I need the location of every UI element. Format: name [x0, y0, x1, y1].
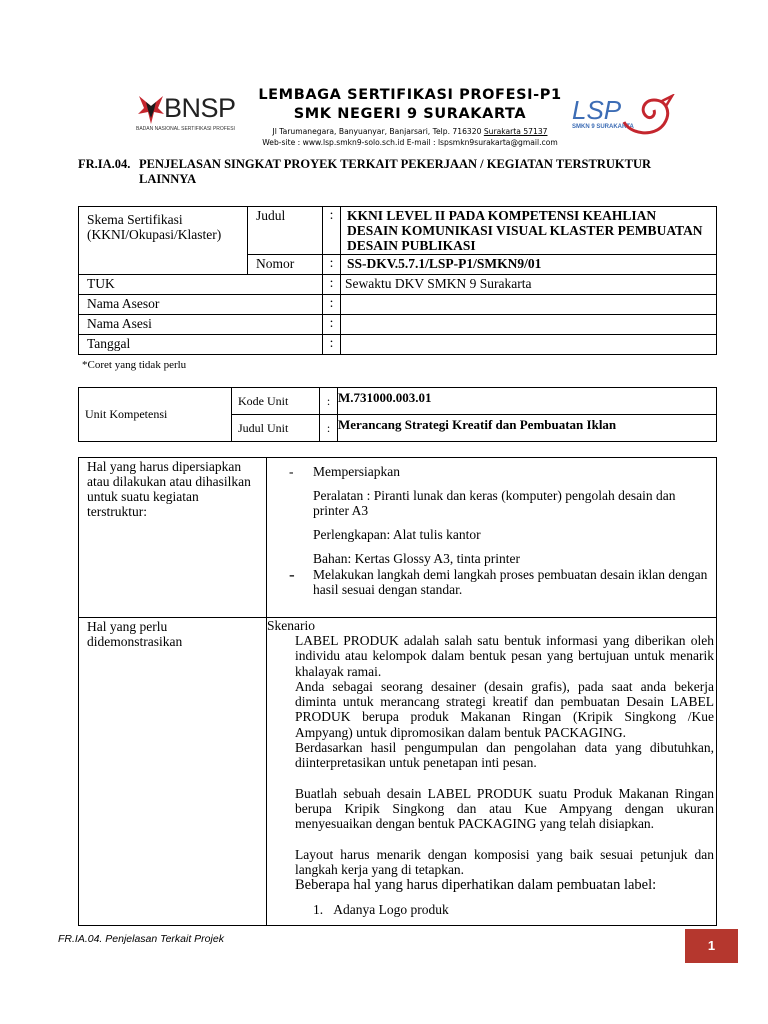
skema-label: Skema Sertifikasi (KKNI/Okupasi/Klaster) — [79, 207, 248, 275]
judul-label: Judul — [248, 207, 323, 255]
colon: : — [323, 207, 341, 255]
judul-unit-label: Judul Unit — [232, 415, 320, 442]
colon: : — [320, 388, 338, 415]
tuk-value: Sewaktu DKV SMKN 9 Surakarta — [341, 275, 717, 295]
perlengkapan-text: Perlengkapan: Alat tulis kantor — [313, 527, 481, 542]
unit-table — [78, 387, 717, 442]
lsp-logo-subtext: SMKN 9 SURAKARTA — [572, 124, 634, 130]
bnsp-logo — [136, 92, 236, 136]
asesor-value[interactable] — [341, 295, 717, 315]
form-code: FR.IA.04. — [78, 157, 131, 171]
asesor-label: Nama Asesor — [79, 295, 323, 315]
table-row — [79, 335, 717, 355]
list-number: 1. — [313, 902, 324, 918]
bnsp-logo-text: BNSP — [164, 93, 236, 123]
step-text: Melakukan langkah demi langkah proses pembuatan desain iklan dengan hasil sesuai dengan standar. — [313, 567, 708, 597]
colon: : — [320, 415, 338, 442]
lsp-logo-text: LSP — [572, 95, 622, 125]
asesi-value[interactable] — [341, 315, 717, 335]
dash-bullet: - — [289, 464, 294, 479]
lsp-swirl-icon — [620, 94, 676, 140]
colon: : — [323, 275, 341, 295]
judul-value: KKNI LEVEL II PADA KOMPETENSI KEAHLIAN DESAIN KOMUNIKASI VISUAL KLASTER PEMBUATAN DESAIN PUBLIKASI — [341, 207, 717, 255]
footer-text: FR.IA.04. Penjelasan Terkait Projek — [58, 933, 224, 945]
scenario-label: Skenario — [267, 618, 315, 633]
peralatan-text: Peralatan : Piranti lunak dan keras (komputer) pengolah desain dan printer A3 — [313, 488, 676, 518]
activity-table — [78, 457, 717, 926]
prepare-content — [267, 458, 717, 618]
address-city: Surakarta 57137 — [483, 127, 548, 136]
list-text: Adanya Logo produk — [333, 902, 449, 918]
letterhead-school: SMK NEGERI 9 SURAKARTA — [293, 106, 527, 122]
demonstrate-label: Hal yang perlu didemonstrasikan — [79, 618, 267, 926]
bnsp-logo-subtext: BADAN NASIONAL SERTIFIKASI PROFESI — [136, 126, 235, 132]
kode-label: Kode Unit — [232, 388, 320, 415]
bnsp-garuda-icon — [136, 92, 166, 126]
scenario-paragraph-5: Layout harus menarik dengan komposisi yang baik sesuai petunjuk dan langkah kerja yang di tetapkan. — [295, 846, 714, 877]
colon: : — [323, 295, 341, 315]
scenario-paragraph-4: Buatlah sebuah desain LABEL PRODUK suatu Produk Makanan Ringan berupa Kripik Singkong dan atau Kue Ampyang dengan ukuran menyesuaikan dengan bentuk PACKAGING yang telah disiapkan. — [295, 785, 714, 832]
address-text: Jl Tarumanegara, Banyuanyar, Banjarsari, Telp. 716320 — [272, 127, 484, 136]
table-row — [79, 388, 717, 415]
nomor-label: Nomor — [248, 255, 323, 275]
scenario-subheading: Beberapa hal yang harus diperhatikan dalam pembuatan label: — [295, 877, 657, 894]
strike-note: *Coret yang tidak perlu — [82, 359, 187, 371]
scheme-table — [78, 206, 717, 355]
letterhead — [250, 86, 570, 148]
colon: : — [323, 255, 341, 275]
dash-bullet: - — [289, 565, 295, 584]
table-row — [79, 207, 717, 255]
form-title: PENJELASAN SINGKAT PROYEK TERKAIT PEKERJAAN / KEGIATAN TERSTRUKTUR LAINNYA — [139, 157, 652, 186]
table-row — [79, 295, 717, 315]
prepare-label: Hal yang harus dipersiapkan atau dilakukan atau dihasilkan untuk suatu kegiatan terstruktur: — [79, 458, 267, 618]
list-item — [267, 902, 716, 917]
scenario-paragraph-3: Berdasarkan hasil pengumpulan dan pengolahan data yang dibutuhkan, diinterpretasikan untuk penetapan inti pesan. — [295, 740, 714, 771]
tanggal-label: Tanggal — [79, 335, 323, 355]
unit-label: Unit Kompetensi — [79, 388, 232, 442]
colon: : — [323, 315, 341, 335]
nomor-value: SS-DKV.5.7.1/LSP-P1/SMKN9/01 — [341, 255, 717, 275]
table-row — [79, 315, 717, 335]
table-row — [79, 618, 717, 926]
table-row — [79, 458, 717, 618]
list-item — [289, 567, 708, 597]
letterhead-address — [250, 126, 570, 137]
letterhead-website: Web-site : www.lsp.smkn9-solo.sch.id E-mail : lspsmkn9surakarta@gmail.com — [262, 138, 558, 147]
judul-unit-value: Merancang Strategi Kreatif dan Pembuatan Iklan — [338, 415, 717, 442]
scenario-paragraph-1: LABEL PRODUK adalah salah satu bentuk informasi yang diberikan oleh individu atau kelompok dalam bentuk pesan yang bertujuan untuk menarik khalayak ramai. — [295, 633, 714, 679]
list-item — [289, 464, 708, 479]
prepare-heading: Mempersiapkan — [313, 464, 400, 479]
tuk-label: TUK — [79, 275, 323, 295]
letterhead-title: LEMBAGA SERTIFIKASI PROFESI-P1 — [258, 87, 562, 103]
page-number: 1 — [685, 929, 738, 963]
table-row — [79, 275, 717, 295]
kode-value: M.731000.003.01 — [338, 388, 717, 415]
bahan-text: Bahan: Kertas Glossy A3, tinta printer — [313, 551, 520, 566]
colon: : — [323, 335, 341, 355]
asesi-label: Nama Asesi — [79, 315, 323, 335]
tanggal-value[interactable] — [341, 335, 717, 355]
scenario-content — [267, 618, 717, 926]
lsp-logo — [566, 94, 676, 140]
scenario-paragraph-2: Anda sebagai seorang desainer (desain grafis), pada saat anda bekerja diminta untuk merancang strategi kreatif dan pembuatan Desain LABEL PRODUK berupa produk Makanan Ringan (Kripik Singkong /Kue Ampyang) untuk dipromosikan dalam bentuk PACKAGING. — [295, 678, 714, 740]
